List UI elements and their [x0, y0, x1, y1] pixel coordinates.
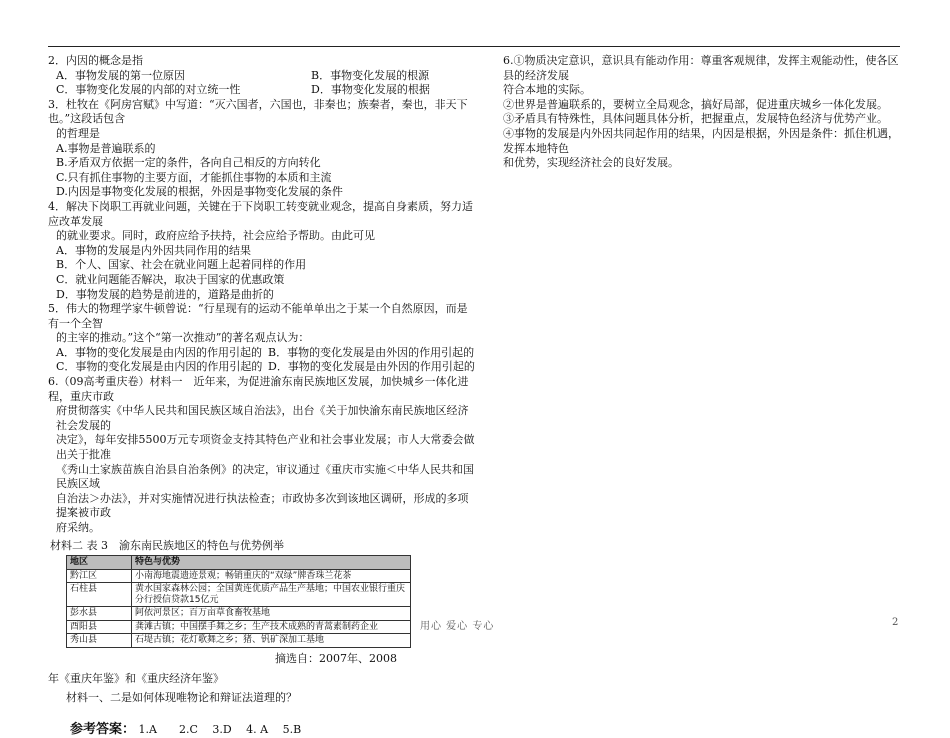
question-5 — [48, 302, 478, 375]
table-row — [67, 634, 411, 648]
table-caption: 材料二 表 3 渝东南民族地区的特色与优势例举 — [50, 538, 284, 552]
q6-material1-line5: 自治法＞办法》，并对实施情况进行执法检查；市政协多次到该地区调研，形成的多项提案被市政 — [56, 491, 469, 520]
question-2 — [48, 54, 478, 98]
q2-options-row2 — [48, 83, 478, 98]
page-number: 2 — [892, 617, 899, 628]
q4-option-c: C．就业问题能否解决，取决于国家的优惠政策 — [56, 272, 285, 286]
q3-option-c: C.只有抓住事物的主要方面，才能抓住事物的本质和主流 — [56, 170, 332, 184]
answer6-line1: 6.①物质决定意识，意识具有能动作用：尊重客观规律，发挥主观能动性，使各区县的经济发展 — [503, 54, 899, 82]
q4-stem-line1: 4．解决下岗职工再就业问题，关键在于下岗职工转变就业观念，提高自身素质，努力适应改革发展 — [48, 199, 473, 228]
table-cell-features: 阿依河景区；百万亩草食畜牧基地 — [132, 607, 411, 621]
q4-option-a: A．事物的发展是内外因共同作用的结果 — [56, 243, 251, 257]
table-row — [67, 607, 411, 621]
q4-option-b: B．个人、国家、社会在就业问题上起着同样的作用 — [56, 258, 307, 272]
table-cell-features: 龚滩古镇；中国摆手舞之乡；生产技术成熟的青蒿素制药企业 — [132, 620, 411, 634]
region-table — [66, 555, 411, 648]
q3-stem-line1: 3．杜牧在《阿房宫赋》中写道：“灭六国者，六国也，非秦也；族秦者，秦也，非天下也。”这段话包含 — [48, 97, 468, 126]
q6-material1-line1: 6.（09高考重庆卷）材料一 近年来，为促进渝东南民族地区发展，加快城乡一体化进程，重庆市政 — [48, 375, 469, 403]
q2-option-d: D．事物变化发展的根据 — [311, 83, 430, 97]
answer-key-title: 参考答案： — [70, 722, 136, 738]
table-cell-features: 小南海地震遗迹景观；畅销重庆的“双绿”牌香珠兰花茶 — [132, 569, 411, 583]
q2-option-c: C．事物变化发展的内部的对立统一性 — [56, 83, 241, 97]
table-cell-features: 石堤古镇；花灯歌舞之乡；猪、钒矿深加工基地 — [132, 634, 411, 648]
table-source: 摘选自：2007年、2008 — [275, 651, 397, 665]
q5-stem-line2: 的主宰的推动。”这个“第一次推动”的著名观点认为： — [56, 331, 310, 345]
table-row — [67, 620, 411, 634]
table-cell-features: 黄水国家森林公园；全国黄连优质产品生产基地；中国农业银行重庆分行授信贷款15亿元 — [132, 583, 411, 607]
table-cell-region: 酉阳县 — [67, 620, 132, 634]
table-cell-region: 秀山县 — [67, 634, 132, 648]
table-cell-region: 石柱县 — [67, 583, 132, 607]
question-4 — [48, 200, 478, 302]
q6-material1-line2: 府贯彻落实《中华人民共和国民族区域自治法》，出台《关于加快渝东南民族地区经济社会发展的 — [56, 404, 469, 432]
q6-question: 材料一、二是如何体现唯物论和辩证法道理的？ — [66, 690, 297, 704]
q5-option-d: D．事物的变化发展是由外因的作用引起的 — [268, 360, 475, 374]
table-header-region: 地区 — [67, 556, 132, 570]
q2-options-row1 — [48, 69, 478, 84]
q6-material1-line6: 府采纳。 — [56, 521, 100, 534]
question-6 — [48, 375, 478, 705]
q2-stem: 2．内因的概念是指 — [48, 54, 143, 67]
page-footer: 用心 爱心 专心 — [420, 621, 495, 632]
q2-option-b: B．事物变化发展的根源 — [311, 68, 430, 82]
q3-option-d: D.内因是事物变化发展的根据，外因是事物变化发展的条件 — [56, 185, 343, 199]
table-row — [67, 583, 411, 607]
table-header-features: 特色与优势 — [132, 556, 411, 570]
answer6-line5: ④事物的发展是内外因共同起作用的结果，内因是根据，外因是条件：抓住机遇，发挥本地特色 — [503, 126, 899, 155]
table-cell-region: 黔江区 — [67, 569, 132, 583]
answer-key — [48, 723, 478, 738]
q5-stem-line1: 5．伟大的物理学家牛顿曾说：“行星现有的运动不能单单出之于某一个自然原因，而是有一个全智 — [48, 302, 468, 330]
answer6-line2: 符合本地的实际。 — [503, 83, 591, 97]
question-3 — [48, 98, 478, 200]
answer6-line3: ②世界是普遍联系的，要树立全局观念，搞好局部，促进重庆城乡一体化发展。 — [503, 97, 888, 111]
q2-option-a: A．事物发展的第一位原因 — [56, 68, 185, 82]
q5-options-row2 — [48, 360, 478, 375]
material2-block — [50, 538, 411, 667]
header-rule — [48, 46, 900, 47]
q3-option-a: A.事物是普遍联系的 — [56, 141, 156, 155]
right-column — [503, 54, 901, 171]
table-header-row — [67, 556, 411, 570]
table-row — [67, 569, 411, 583]
answer6-line6: 和优势，实现经济社会的良好发展。 — [503, 156, 679, 170]
q6-material1-line3: 决定》，每年安排5500万元专项资金支持其特色产业和社会事业发展；市人大常委会做出关于批准 — [56, 433, 475, 462]
left-column — [48, 54, 478, 738]
q4-stem-line2: 的就业要求。同时，政府应给予扶持，社会应给予帮助。由此可见 — [56, 229, 375, 243]
q5-options-row1 — [48, 346, 478, 361]
q3-option-b: B.矛盾双方依据一定的条件，各向自己相反的方向转化 — [56, 156, 321, 170]
table-source-continued: 年《重庆年鉴》和《重庆经济年鉴》 — [48, 672, 224, 686]
table-cell-region: 彭水县 — [67, 607, 132, 621]
q4-option-d: D．事物发展的趋势是前进的，道路是曲折的 — [56, 287, 274, 301]
q5-option-c: C．事物的变化发展是由内因的作用引起的 — [56, 360, 263, 374]
answer-key-text: 1.A 2.C 3.D 4. A 5.B — [138, 723, 302, 737]
q5-option-a: A．事物的变化发展是由内因的作用引起的 — [56, 345, 262, 359]
answer6-line4: ③矛盾具有特殊性，具体问题具体分析，把握重点，发展特色经济与优势产业。 — [503, 112, 888, 126]
q3-stem-line2: 的哲理是 — [56, 126, 100, 140]
q5-option-b: B．事物的变化发展是由外因的作用引起的 — [268, 345, 475, 359]
q6-material1-line4: 《秀山土家族苗族自治县自治条例》的决定，审议通过《重庆市实施＜中华人民共和国民族区域 — [56, 462, 474, 491]
